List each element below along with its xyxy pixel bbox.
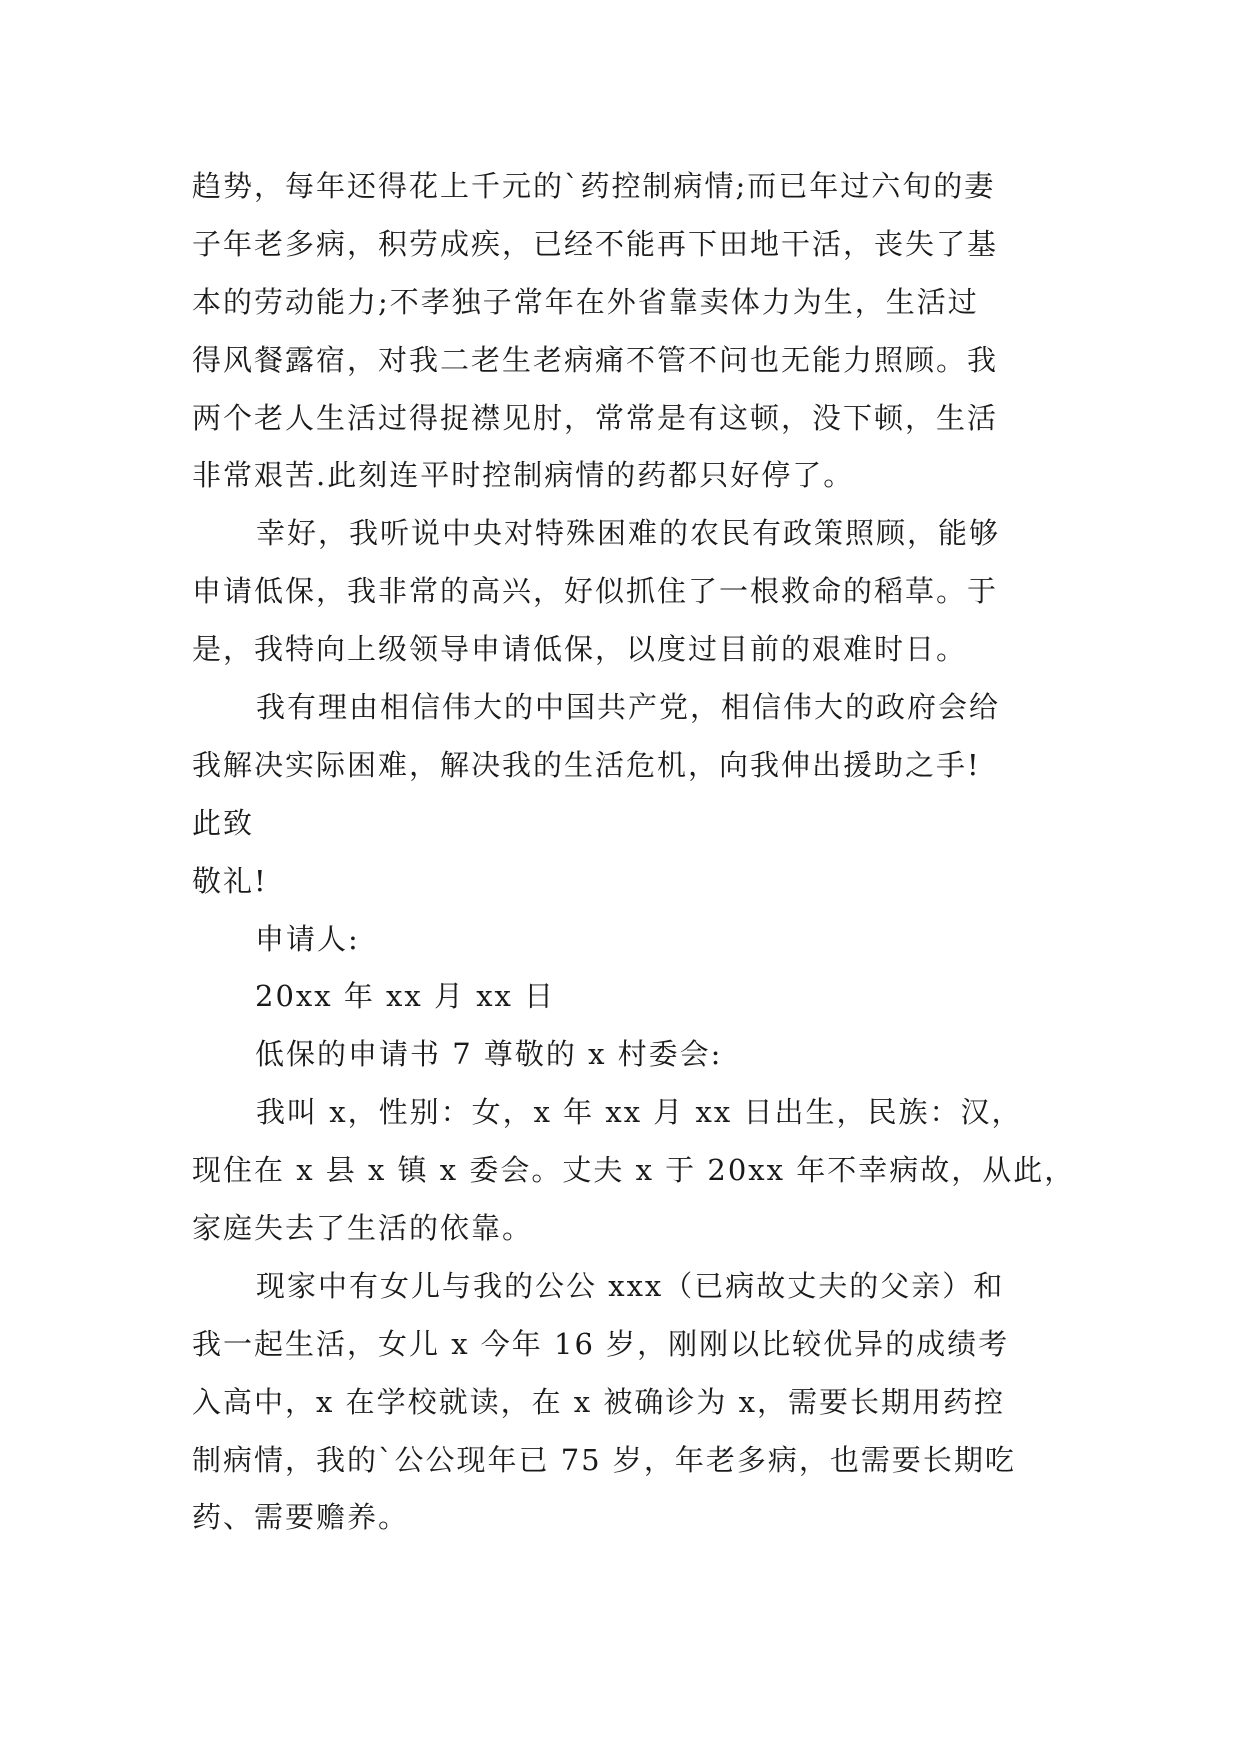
paragraph-line: 现住在 x 县 x 镇 x 委会。丈夫 x 于 20xx 年不幸病故，从此， (192, 1153, 1076, 1188)
document-body (192, 158, 1076, 1547)
paragraph-line: 我解决实际困难，解决我的生活危机，向我伸出援助之手! (192, 747, 981, 782)
paragraph-line: 现家中有女儿与我的公公 xxx（已病故丈夫的父亲）和 (256, 1268, 1005, 1303)
paragraph-line: 我有理由相信伟大的中国共产党，相信伟大的政府会给 (256, 690, 1001, 725)
paragraph-line: 申请低保，我非常的高兴，好似抓住了一根救命的稻草。于 (192, 574, 999, 609)
paragraph-line: 趋势，每年还得花上千元的`药控制病情;而已年过六旬的妻 (192, 169, 996, 203)
paragraph-line: 得风餐露宿，对我二老生老病痛不管不问也无能力照顾。我 (192, 342, 999, 377)
date-line: 20xx 年 xx 月 xx 日 (255, 979, 556, 1014)
paragraph-line: 幸好，我听说中央对特殊困难的农民有政策照顾，能够 (256, 516, 1001, 551)
paragraph-line: 我叫 x，性别：女，x 年 xx 月 xx 日出生，民族：汉， (256, 1095, 1023, 1130)
salutation-line: 敬礼! (192, 863, 268, 898)
paragraph-line: 入高中，x 在学校就读，在 x 被确诊为 x，需要长期用药控 (192, 1384, 1005, 1419)
heading-line: 低保的申请书 7 尊敬的 x 村委会: (255, 1037, 723, 1072)
paragraph-line: 两个老人生活过得捉襟见肘，常常是有这顿，没下顿，生活 (192, 400, 999, 435)
paragraph-line: 我一起生活，女儿 x 今年 16 岁，刚刚以比较优异的成绩考 (192, 1326, 1010, 1361)
paragraph-line: 制病情，我的`公公现年已 75 岁，年老多病，也需要长期吃 (192, 1442, 1016, 1477)
paragraph-line: 家庭失去了生活的依靠。 (192, 1211, 534, 1246)
paragraph-line: 子年老多病，积劳成疾，已经不能再下田地干活，丧失了基 (192, 226, 999, 261)
paragraph-line: 非常艰苦.此刻连平时控制病情的药都只好停了。 (192, 458, 855, 493)
closing-line: 此致 (192, 805, 255, 840)
applicant-label: 申请人: (255, 921, 360, 956)
paragraph-line: 本的劳动能力;不孝独子常年在外省靠卖体力为生，生活过 (192, 284, 979, 319)
paragraph-line: 是，我特向上级领导申请低保，以度过目前的艰难时日。 (192, 632, 968, 667)
paragraph-line: 药、需要赡养。 (192, 1500, 410, 1535)
